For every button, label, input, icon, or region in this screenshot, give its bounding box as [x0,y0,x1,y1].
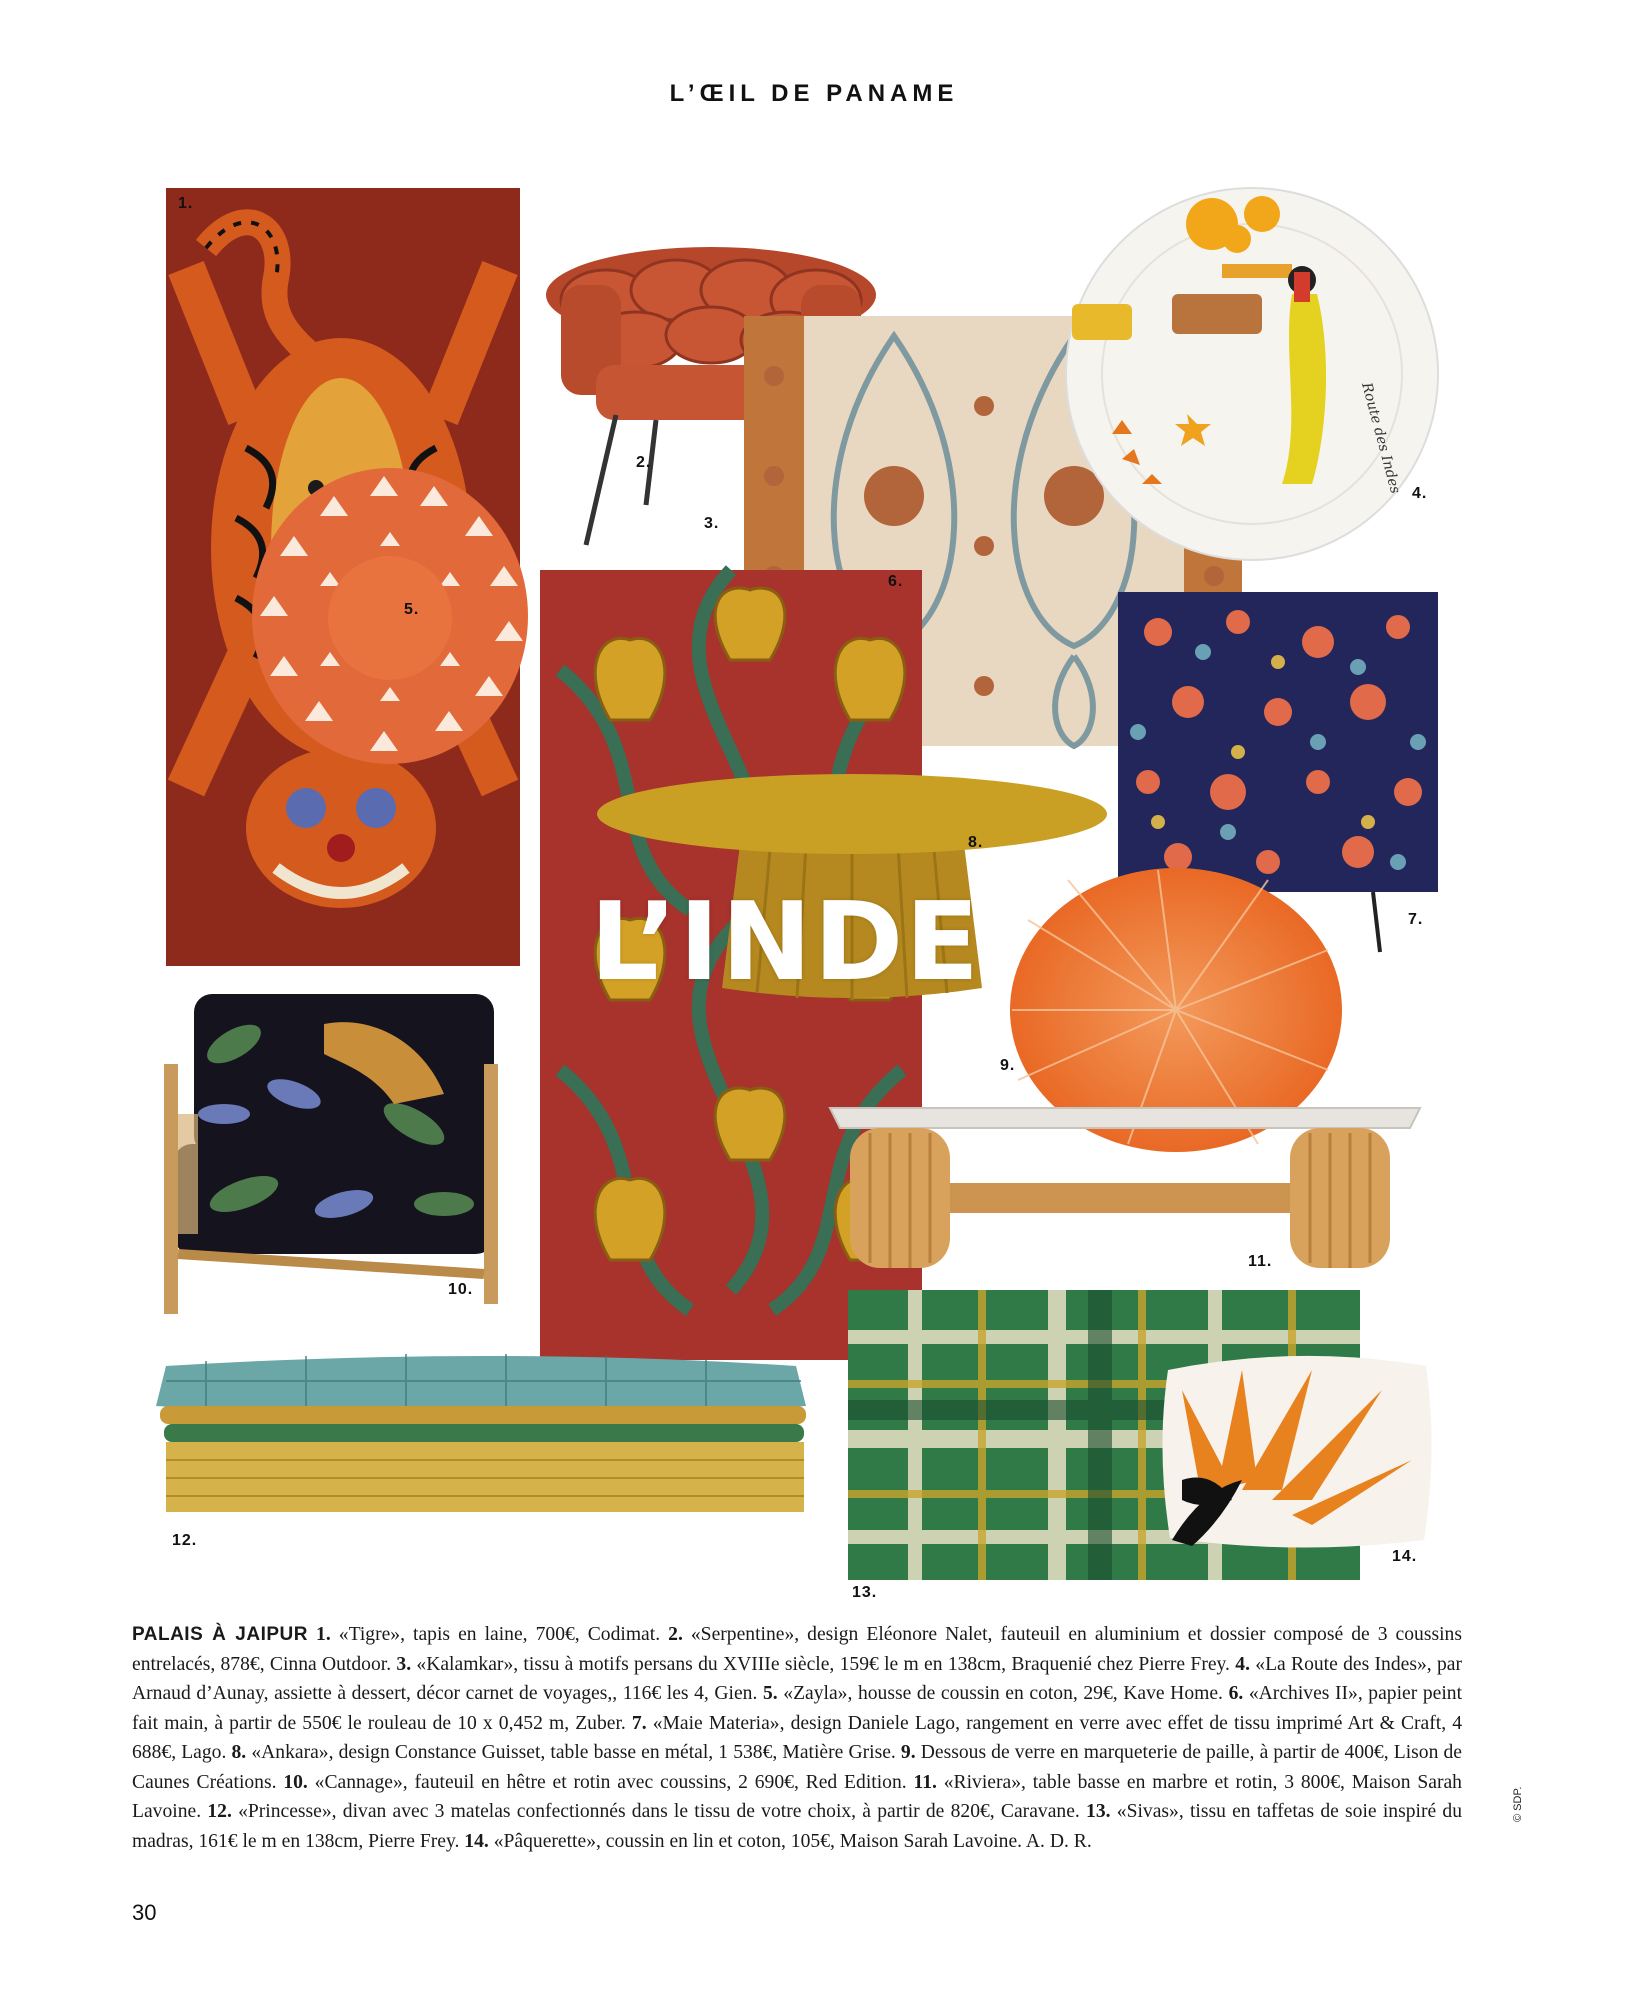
caption-text-4: «La Route des Indes», par Arnaud d’Aunay, assiette à dessert, décor carnet de voyages,, 116€ les 4, Gien. [132,1653,1462,1704]
princesse-daybed-image [146,1346,836,1526]
item-number-11: 11. [1248,1253,1273,1270]
caption-signature: A. D. R. [1025,1830,1092,1852]
caption-num-5: 5. [762,1683,778,1704]
caption-num-6: 6. [1228,1683,1244,1704]
caption-text-2: «Serpentine», design Eléonore Nalet, fauteuil en aluminium et dossier composé de 3 coussins entrelacés, 878€, Cinna Outdoor. [132,1624,1462,1675]
caption-num-8: 8. [231,1742,247,1763]
cannage-armchair-image [164,984,520,1324]
zayla-cushion-image [250,466,530,766]
item-number-10: 10. [448,1281,474,1298]
caption-num-12: 12. [207,1801,232,1822]
photo-credit: © SDP. [1512,1786,1524,1822]
item-number-13: 13. [852,1584,878,1601]
feature-title: L’INDE [590,880,982,1005]
paquerette-cushion-image [1162,1350,1432,1550]
item-number-8: 8. [968,834,984,851]
item-number-9: 9. [1000,1057,1016,1074]
caption-text-5: «Zayla», housse de coussin en coton, 29€, Kave Home. [783,1683,1223,1704]
caption-text-11: «Riviera», table basse en marbre et rotin, 3 800€, Maison Sarah Lavoine. [132,1771,1462,1822]
caption-num-14: 14. [464,1830,489,1852]
item-number-1: 1. [178,195,194,212]
caption-text-7: «Maie Materia», design Daniele Lago, rangement en verre avec effet de tissu imprimé Art & Craft, 4 688€, Lago. [132,1712,1462,1763]
caption-num-4: 4. [1235,1653,1250,1675]
caption-text-13: «Sivas», tissu en taffetas de soie inspiré du madras, 161€ le m en 138cm, Pierre Frey. [132,1801,1462,1852]
item-number-12: 12. [172,1532,198,1549]
page-number: 30 [132,1900,157,1925]
caption-num-3: 3. [396,1653,412,1675]
caption-text-1: «Tigre», tapis en laine, 700€, Codimat. [338,1624,661,1645]
item-number-7: 7. [1408,911,1424,928]
item-number-5: 5. [404,601,420,618]
caption-text-8: «Ankara», design Constance Guisset, table basse en métal, 1 538€, Matière Grise. [251,1742,896,1763]
item-number-14: 14. [1392,1548,1418,1565]
item-number-6: 6. [888,573,904,590]
caption-text-10: «Cannage», fauteuil en hêtre et rotin avec coussins, 2 690€, Red Edition. [314,1771,907,1793]
riviera-coffee-table-image [820,1098,1430,1276]
caption-num-11: 11. [913,1771,937,1793]
caption-num-2: 2. [668,1624,683,1645]
caption-text-14: «Pâquerette», coussin en lin et coton, 105€, Maison Sarah Lavoine. [493,1830,1023,1852]
caption-num-7: 7. [631,1712,647,1734]
plate-inscription: Route des Indes [1358,380,1404,496]
caption-num-10: 10. [283,1771,308,1793]
route-des-indes-plate-image [1062,184,1442,564]
caption-text-3: «Kalamkar», tissu à motifs persans du XVIIIe siècle, 159€ le m en 138cm, Braquenié chez Pierre Frey. [416,1653,1230,1675]
item-number-2: 2. [636,454,652,471]
caption-text-12: «Princesse», divan avec 3 matelas confectionnés dans le tissu de votre choix, à partir de 820€, Caravane. [238,1801,1080,1822]
magazine-section-header: L’ŒIL DE PANAME [669,80,959,107]
caption-heading: PALAIS À JAIPUR [132,1624,308,1645]
caption-num-1: 1. [316,1624,331,1645]
item-number-4: 4. [1412,485,1428,502]
caption-num-13: 13. [1086,1801,1111,1822]
caption-text-6: «Archives II», papier peint fait main, à partir de 550€ le rouleau de 10 x 0,452 m, Zuber. [132,1683,1463,1734]
product-caption [132,1620,1462,1856]
item-number-3: 3. [704,515,720,532]
caption-num-9: 9. [900,1742,916,1763]
caption-text-9: Dessous de verre en marqueterie de paille, à partir de 400€, Lison de Caunes Créations. [132,1742,1462,1793]
